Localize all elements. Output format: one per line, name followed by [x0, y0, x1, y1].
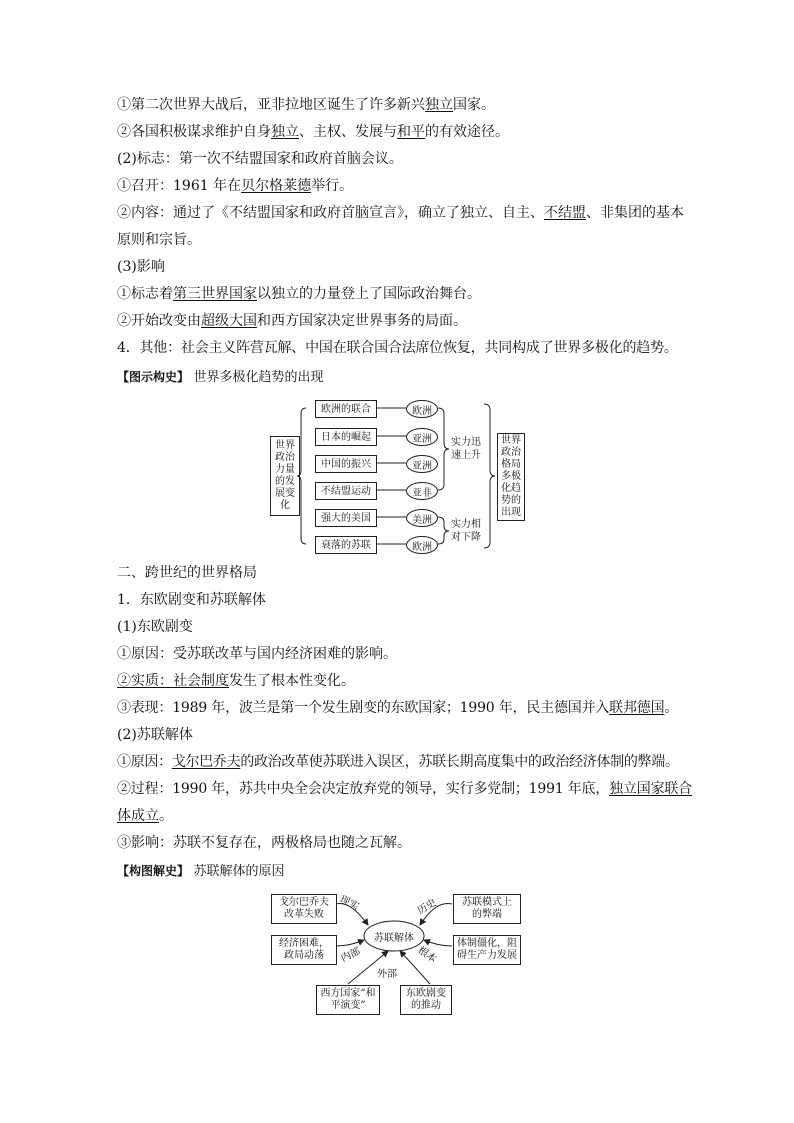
text-line-9: ②开始改变由超级大国和西方国家决定世界事务的局面。 [117, 313, 467, 329]
text-line-19: ①原因：戈尔巴乔夫的政治改革使苏联进入误区，苏联长期高度集中的政治经济体制的弊端。 [117, 754, 679, 770]
text-line-7: (3)影响 [117, 259, 165, 275]
section-heading-diagram1: 【图示构史】 世界多极化趋势的出现 [117, 370, 324, 385]
item-box-japan: 日本的崛起 [315, 428, 377, 446]
region-oval: 亚洲 [406, 455, 438, 473]
arrow-label-reality: 现实 [337, 894, 361, 913]
text-line-13: 1．东欧剧变和苏联解体 [117, 592, 266, 608]
text-line-15: ①原因：受苏联改革与国内经济困难的影响。 [117, 646, 397, 662]
text-line-16: ②实质：社会制度发生了根本性变化。 [117, 673, 355, 689]
item-box-usa: 强大的美国 [315, 509, 377, 527]
item-box-ussr: 衰落的苏联 [315, 536, 377, 554]
text-line-20: ②过程：1990 年，苏共中央全会决定放弃党的领导，实行多党制；1991 年底，独立国家联合 [117, 781, 692, 797]
text-line-5: ②内容：通过了《不结盟国家和政府首脑宣言》，确立了独立、自主、不结盟、非集团的基本 [117, 205, 684, 221]
box-east-europe: 东欧剧变的推动 [400, 985, 452, 1015]
rise-label: 实力迅速上升 [451, 437, 481, 461]
text-line-17: ③表现：1989 年，波兰是第一个发生剧变的东欧国家；1990 年，民主德国并入联邦德国。 [117, 700, 679, 716]
text-line-8: ①标志着第三世界国家以独立的力量登上了国际政治舞台。 [117, 286, 481, 302]
arrow-label-history: 历史 [415, 897, 439, 917]
arrow-label-external: 外部 [377, 969, 397, 980]
section-heading-diagram2: 【构图解史】 苏联解体的原因 [117, 864, 285, 879]
text-line-3: (2)标志：第一次不结盟国家和政府首脑会议。 [117, 151, 403, 167]
arrow-label-internal: 内部 [339, 946, 363, 965]
text-line-10: 4．其他：社会主义阵营瓦解、中国在联合国合法席位恢复，共同构成了世界多极化的趋势。 [117, 340, 678, 356]
box-gorbachev-reform: 戈尔巴乔夫改革失败 [271, 894, 337, 924]
text-line-4: ①召开：1961 年在贝尔格莱德举行。 [117, 178, 354, 194]
item-box-europe-union: 欧洲的联合 [315, 400, 377, 418]
box-rigid-system: 体制僵化，阻碍生产力发展 [453, 935, 521, 965]
box-economic-difficulty: 经济困难，政局动荡 [271, 935, 337, 965]
text-line-1: ①第二次世界大战后，亚非拉地区诞生了许多新兴独立国家。 [117, 97, 495, 113]
item-box-china: 中国的振兴 [315, 455, 377, 473]
text-line-14: (1)东欧剧变 [117, 619, 193, 635]
item-box-nonaligned: 不结盟运动 [315, 482, 377, 500]
region-oval: 欧洲 [406, 400, 438, 418]
arrow-label-root: 根本 [415, 944, 439, 966]
region-oval: 亚洲 [406, 428, 438, 446]
region-oval: 美洲 [406, 509, 438, 527]
diagram1-left-box: 世界政治力量的发展变化 [270, 436, 300, 516]
fall-label: 实力相对下降 [451, 519, 481, 543]
text-line-6: 原则和宗旨。 [117, 232, 201, 248]
region-oval: 欧洲 [406, 536, 438, 554]
region-oval: 亚非 [406, 482, 438, 500]
text-line-22: ③影响：苏联不复存在，两极格局也随之瓦解。 [117, 835, 411, 851]
text-line-18: (2)苏联解体 [117, 727, 193, 743]
section-title-2: 二、跨世纪的世界格局 [117, 565, 257, 581]
center-label: 苏联解体 [374, 933, 414, 944]
text-line-21: 体成立。 [117, 808, 173, 824]
box-peaceful-evolution: 西方国家“和平演变” [316, 985, 380, 1015]
box-soviet-model: 苏联模式上的弊端 [453, 894, 521, 924]
diagram1-result-box: 世界政治格局多极化趋势的出现 [497, 433, 525, 521]
text-line-2: ②各国积极谋求维护自身独立、主权、发展与和平的有效途径。 [117, 124, 509, 140]
